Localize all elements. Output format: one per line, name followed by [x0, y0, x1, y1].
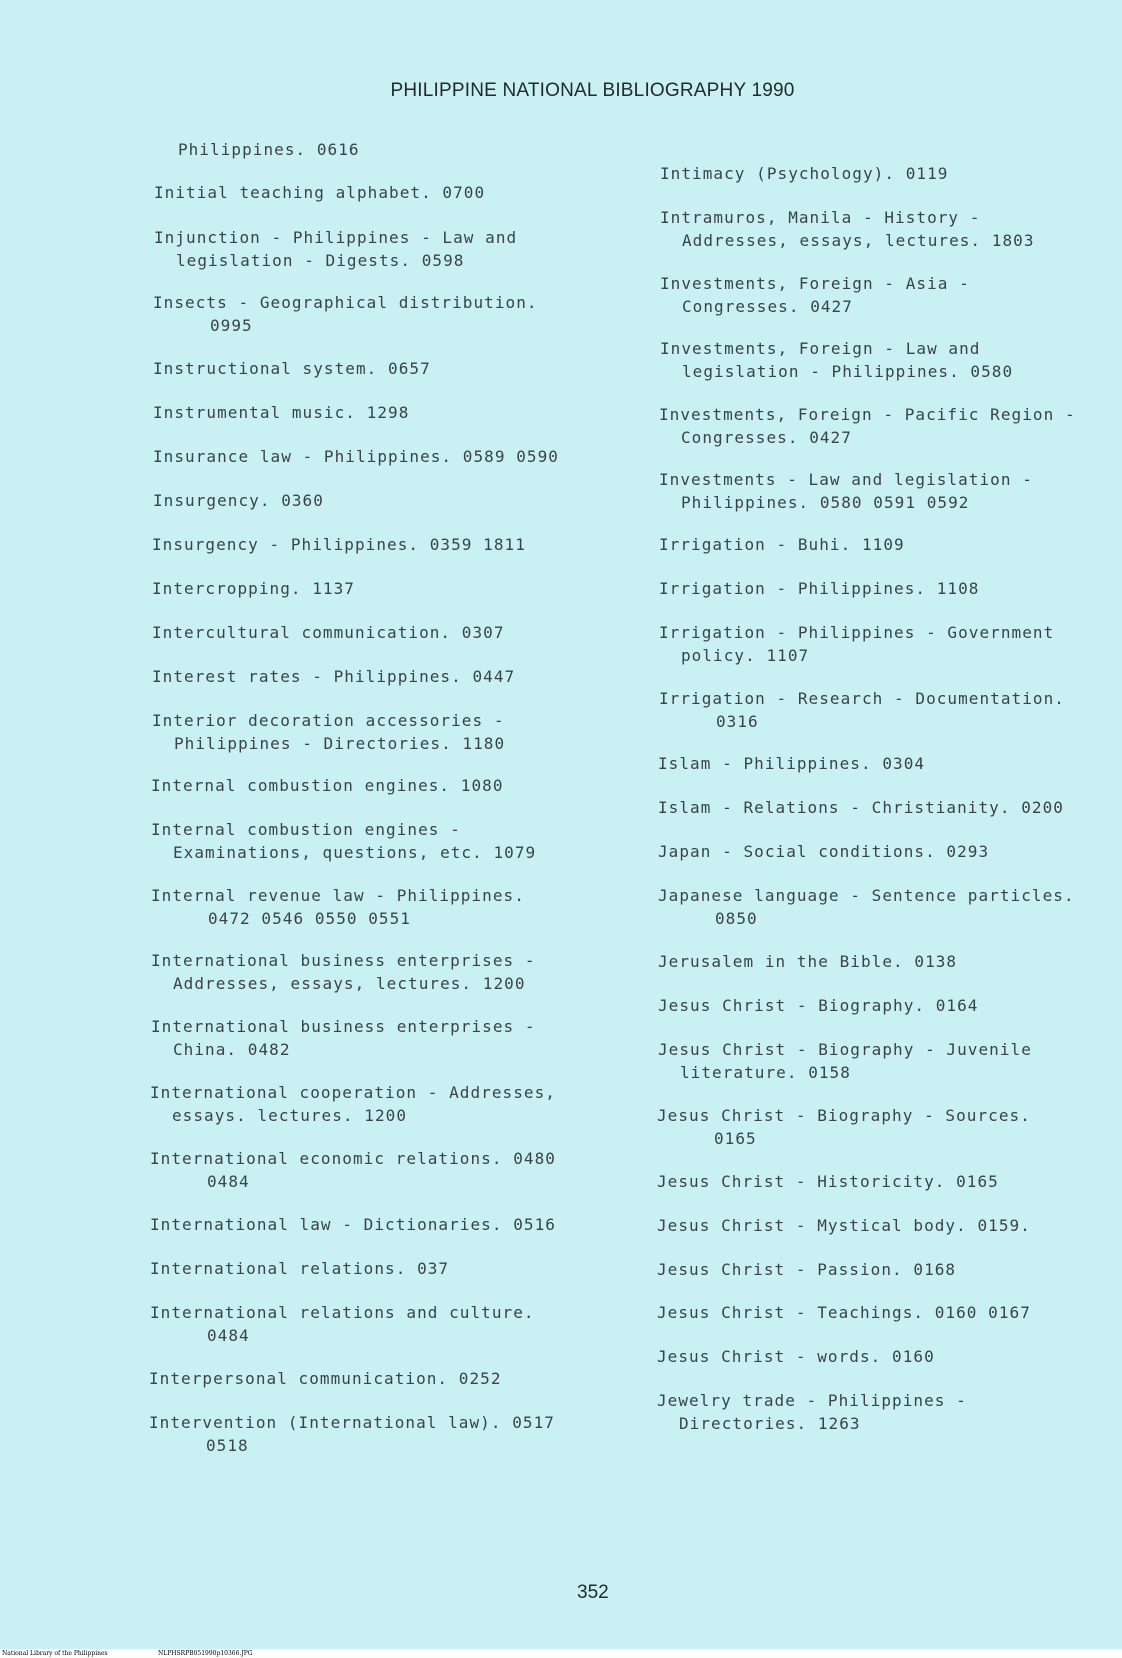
- index-entry: [153, 445, 559, 468]
- entry-heading: Insects - Geographical distribution.: [153, 293, 538, 312]
- entry-continuation: Philippines - Directories. 1180: [174, 734, 506, 753]
- entry-heading: Investments - Law and legislation -: [659, 470, 1033, 489]
- scan-footer: [0, 1649, 1122, 1658]
- index-entry: [657, 1214, 1031, 1237]
- entry-heading: Interpersonal communication. 0252: [149, 1369, 502, 1388]
- index-entry: [149, 1367, 502, 1390]
- index-entry: [659, 533, 905, 556]
- entry-heading: Interior decoration accessories -: [152, 711, 505, 730]
- entry-heading: Islam - Philippines. 0304: [658, 754, 926, 773]
- entry-heading: Instructional system. 0657: [153, 359, 431, 378]
- entry-continuation: China. 0482: [173, 1040, 291, 1059]
- entry-continuation: 0518: [206, 1436, 249, 1455]
- entry-heading: Jesus Christ - words. 0160: [657, 1347, 935, 1366]
- entry-continuation: legislation - Digests. 0598: [176, 251, 465, 270]
- index-entry: [658, 1038, 1032, 1084]
- index-entry: [658, 994, 978, 1017]
- footer-library: National Library of the Philippines: [2, 1650, 108, 1657]
- entry-heading: Jesus Christ - Teachings. 0160 0167: [657, 1303, 1031, 1322]
- entry-heading: Jesus Christ - Biography - Juvenile: [658, 1040, 1032, 1059]
- index-entry: [151, 1015, 536, 1061]
- index-entry: [150, 1301, 535, 1347]
- entry-continuation: Directories. 1263: [679, 1414, 861, 1433]
- index-entry: [657, 1301, 1031, 1324]
- index-entry: [152, 577, 355, 600]
- entry-heading: Japanese language - Sentence particles.: [658, 886, 1075, 905]
- index-entry: [153, 489, 324, 512]
- index-entry: [150, 1257, 449, 1280]
- index-entry: [660, 272, 970, 318]
- entry-continuation: 0484: [207, 1172, 250, 1191]
- index-entry: [156, 138, 360, 161]
- index-entry: [659, 403, 1076, 449]
- entry-heading: Investments, Foreign - Asia -: [660, 274, 970, 293]
- entry-heading: Intercultural communication. 0307: [152, 623, 505, 642]
- entry-heading: Intercropping. 1137: [152, 579, 355, 598]
- index-entry: [151, 949, 536, 995]
- page-number: 352: [577, 1582, 609, 1603]
- entry-heading: Insurance law - Philippines. 0589 0590: [153, 447, 559, 466]
- entry-heading: Islam - Relations - Christianity. 0200: [658, 798, 1064, 817]
- index-entry: [659, 687, 1065, 733]
- index-entry: [658, 796, 1064, 819]
- entry-continuation: policy. 1107: [681, 646, 810, 665]
- page-title: PHILIPPINE NATIONAL BIBLIOGRAPHY 1990: [390, 80, 795, 101]
- index-entry: [657, 1104, 1031, 1150]
- index-entry: [659, 468, 1033, 514]
- entry-continuation: 0165: [714, 1129, 757, 1148]
- index-entry: [149, 1411, 555, 1457]
- entry-heading: International relations. 037: [150, 1259, 450, 1278]
- entry-heading: Insurgency. 0360: [153, 491, 324, 510]
- index-entry: [657, 1389, 967, 1435]
- index-entry: [657, 1170, 999, 1193]
- entry-heading: Intramuros, Manila - History -: [660, 208, 981, 227]
- index-entry: [151, 818, 536, 864]
- entry-heading: Jesus Christ - Mystical body. 0159.: [657, 1216, 1031, 1235]
- entry-continuation: 0472 0546 0550 0551: [208, 909, 411, 928]
- entry-continuation: 0995: [210, 316, 253, 335]
- entry-heading: International business enterprises -: [151, 1017, 536, 1036]
- entry-heading: Investments, Foreign - Pacific Region -: [659, 405, 1076, 424]
- entry-heading: International cooperation - Addresses,: [150, 1083, 556, 1102]
- entry-continuation: 0484: [207, 1326, 250, 1345]
- entry-heading: Jesus Christ - Passion. 0168: [657, 1260, 957, 1279]
- entry-heading: Intervention (International law). 0517: [149, 1413, 555, 1432]
- entry-heading: Jewelry trade - Philippines -: [657, 1391, 967, 1410]
- index-entry: [153, 401, 409, 424]
- entry-heading: Jesus Christ - Biography. 0164: [658, 996, 979, 1015]
- index-entry: [152, 709, 505, 755]
- index-entry: [659, 577, 979, 600]
- entry-continuation: Examinations, questions, etc. 1079: [173, 843, 537, 862]
- index-entry: [660, 337, 1013, 383]
- index-entry: [150, 1213, 556, 1236]
- entry-heading: International law - Dictionaries. 0516: [150, 1215, 556, 1234]
- entry-continuation: 0316: [716, 712, 759, 731]
- index-entry: [153, 291, 538, 337]
- index-entry: [658, 950, 957, 973]
- entry-heading: Injunction - Philippines - Law and: [154, 228, 518, 247]
- entry-heading: International economic relations. 0480: [150, 1149, 556, 1168]
- index-entry: [658, 752, 925, 775]
- entry-heading: Internal combustion engines -: [151, 820, 461, 839]
- index-entry: [151, 884, 525, 930]
- index-entry: [657, 1258, 956, 1281]
- entry-heading: Interest rates - Philippines. 0447: [152, 667, 516, 686]
- entry-continuation: 0850: [715, 909, 758, 928]
- footer-file: NLPHSRPB051990p10366.JPG: [158, 1650, 253, 1657]
- entry-heading: Irrigation - Philippines. 1108: [659, 579, 980, 598]
- index-entry: [150, 1147, 556, 1193]
- entry-heading: Irrigation - Research - Documentation.: [659, 689, 1065, 708]
- entry-continuation: literature. 0158: [680, 1063, 851, 1082]
- entry-heading: Investments, Foreign - Law and: [660, 339, 981, 358]
- entry-continuation: Congresses. 0427: [681, 428, 852, 447]
- entry-continuation: legislation - Philippines. 0580: [682, 362, 1014, 381]
- entry-heading: Japan - Social conditions. 0293: [658, 842, 990, 861]
- entry-heading: Jesus Christ - Historicity. 0165: [657, 1172, 999, 1191]
- entry-continuation: Congresses. 0427: [682, 297, 853, 316]
- index-entry: [153, 357, 431, 380]
- index-entry: [657, 1345, 935, 1368]
- entry-continuation: essays. lectures. 1200: [172, 1106, 408, 1125]
- entry-heading: Jesus Christ - Biography - Sources.: [657, 1106, 1031, 1125]
- index-entry: [154, 226, 517, 272]
- index-entry: [152, 533, 526, 556]
- entry-continuation: Philippines. 0580 0591 0592: [681, 493, 970, 512]
- index-entry: [660, 206, 1035, 252]
- entry-heading: Intimacy (Psychology). 0119: [660, 164, 949, 183]
- entry-heading: Internal revenue law - Philippines.: [151, 886, 525, 905]
- entry-heading: Jerusalem in the Bible. 0138: [658, 952, 958, 971]
- entry-heading: Instrumental music. 1298: [153, 403, 410, 422]
- entry-heading: Insurgency - Philippines. 0359 1811: [152, 535, 526, 554]
- entry-continuation: Addresses, essays, lectures. 1200: [173, 974, 526, 993]
- entry-heading: Initial teaching alphabet. 0700: [154, 183, 486, 202]
- entry-heading: Internal combustion engines. 1080: [151, 776, 504, 795]
- entry-heading: International business enterprises -: [151, 951, 536, 970]
- index-entry: [659, 621, 1054, 667]
- index-entry: [152, 621, 505, 644]
- index-entry: [151, 774, 504, 797]
- entry-heading: International relations and culture.: [150, 1303, 535, 1322]
- index-entry: [658, 884, 1075, 930]
- index-entry: [658, 840, 989, 863]
- entry-heading: Irrigation - Philippines - Government: [659, 623, 1055, 642]
- entry-heading: Irrigation - Buhi. 1109: [659, 535, 905, 554]
- index-entry: [150, 1081, 556, 1127]
- index-entry: [154, 181, 485, 204]
- entry-continuation: Addresses, essays, lectures. 1803: [682, 231, 1035, 250]
- index-entry: [660, 162, 948, 185]
- index-entry: [152, 665, 515, 688]
- entry-continuation: Philippines. 0616: [178, 140, 360, 159]
